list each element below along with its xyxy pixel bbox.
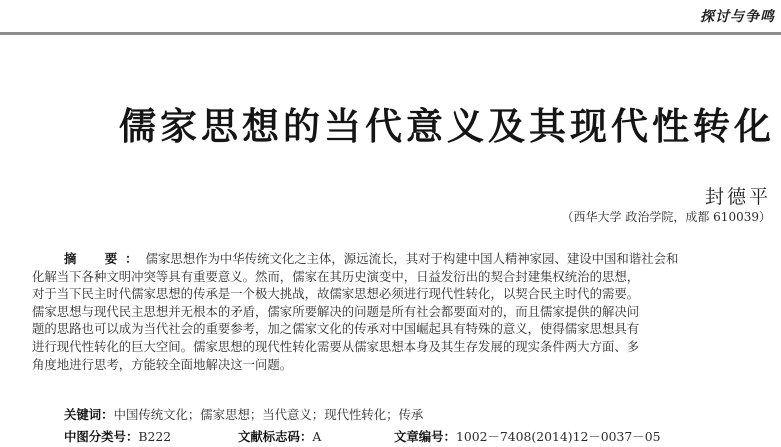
- header-rule: [0, 32, 781, 35]
- keywords-value: 中国传统文化；儒家思想；当代意义；现代性转化；传承: [113, 407, 424, 422]
- column-tag: 探讨与争鸣: [700, 9, 775, 25]
- abstract-label: 摘 要：: [64, 251, 146, 266]
- author-affiliation: （西华大学 政治学院，成都 610039）: [561, 210, 771, 224]
- keywords-label: 关键词：: [64, 407, 114, 422]
- document-code-label: 文献标志码：: [238, 429, 313, 444]
- abstract-line: [32, 250, 777, 268]
- abstract-line: 角度地进行思考，方能较全面地解决这一问题。: [32, 356, 293, 372]
- keywords-line: [64, 405, 423, 423]
- clc-number: [64, 427, 171, 445]
- clc-label: 中图分类号：: [64, 429, 139, 444]
- document-code-value: A: [312, 429, 322, 444]
- article-title: 儒家思想的当代意义及其现代性转化: [119, 105, 775, 148]
- document-code: [238, 427, 321, 445]
- abstract-line: 儒家思想与现代民主思想并无根本的矛盾，儒家所要解决的问题是所有社会都要面对的，而且儒家提供的解决问: [32, 303, 640, 319]
- article-number-label: 文章编号：: [394, 429, 456, 444]
- abstract-line: 对于当下民主时代儒家思想的传承是一个极大挑战，故儒家思想必须进行现代性转化，以契合民主时代的需要。: [32, 286, 640, 302]
- abstract-line: 进行现代性转化的巨大空间。儒家思想的现代性转化需要从儒家思想本身及其生存发展的现实条件两大方面、多: [32, 338, 640, 354]
- author-name: 封德平: [704, 186, 771, 208]
- abstract-block: [32, 250, 777, 373]
- article-number: [394, 427, 660, 445]
- clc-value: B222: [138, 429, 172, 444]
- abstract-text: 儒家思想作为中华传统文化之主体，源远流长，其对于构建中国人精神家园、建设中国和谐社会和: [145, 251, 679, 266]
- abstract-line: 化解当下各种文明冲突等具有重要意义。然而，儒家在其历史演变中，日益发衍出的契合封建集权统治的思想，: [32, 268, 640, 284]
- article-number-value: 1002－7408(2014)12－0037－05: [455, 429, 661, 444]
- abstract-line: 题的思路也可以成为当代社会的重要参考，加之儒家文化的传承对中国崛起具有特殊的意义，使得儒家思想具有: [32, 321, 640, 337]
